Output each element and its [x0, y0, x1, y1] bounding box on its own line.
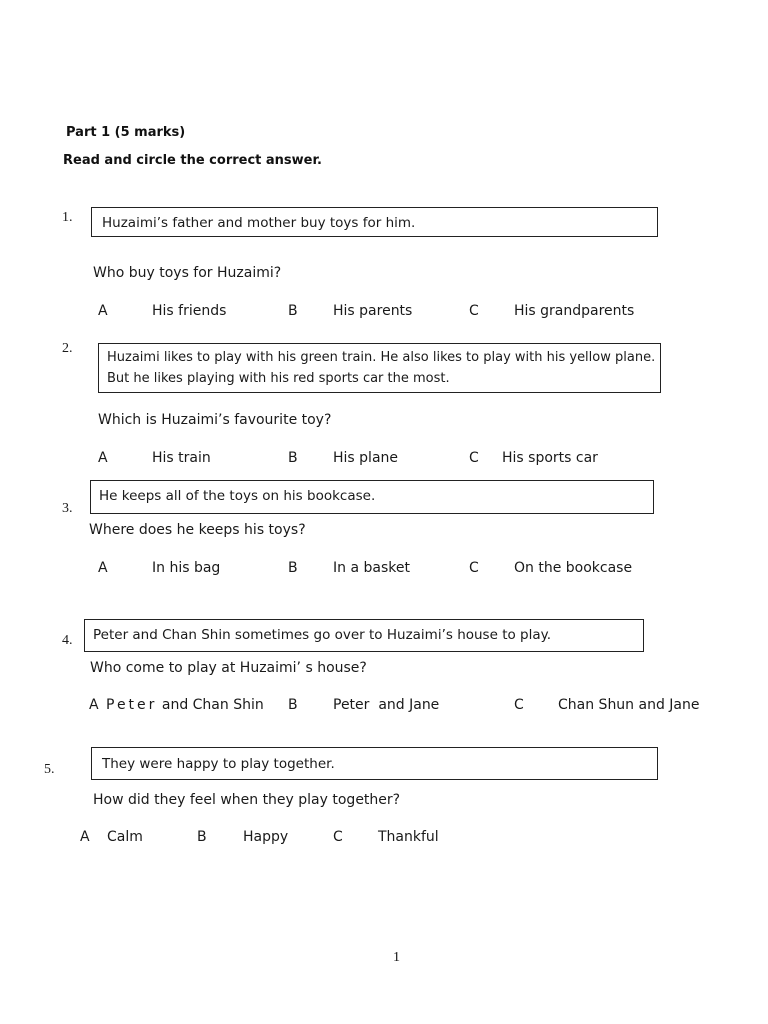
question-text: Which is Huzaimi’s favourite toy? [98, 412, 332, 428]
passage-box [84, 619, 644, 652]
passage-line: They were happy to play together. [102, 756, 335, 772]
option-text[interactable]: Peter and Jane [333, 697, 440, 713]
passage-box [90, 480, 654, 514]
question-text: Who come to play at Huzaimi’ s house? [90, 660, 367, 676]
option-letter[interactable]: C [469, 303, 479, 319]
option-letter[interactable]: C [469, 560, 479, 576]
question-number: 1. [62, 210, 73, 225]
option-text[interactable]: Chan Shun and Jane [558, 697, 700, 713]
option-text[interactable]: His parents [333, 303, 413, 319]
option-letter[interactable]: A [98, 450, 108, 466]
option-text[interactable] [106, 697, 264, 713]
question-number: 5. [44, 762, 55, 777]
passage-line: He keeps all of the toys on his bookcase. [99, 488, 376, 504]
option-text[interactable]: In his bag [152, 560, 221, 576]
option-text[interactable]: His train [152, 450, 211, 466]
option-text-spaced: Peter [106, 697, 158, 713]
option-text[interactable]: His plane [333, 450, 399, 466]
option-letter[interactable]: A [89, 697, 99, 713]
question-number: 4. [62, 633, 73, 648]
option-text[interactable]: Calm [107, 829, 143, 845]
option-letter[interactable]: A [80, 829, 90, 845]
part-title: Part 1 (5 marks) [66, 125, 186, 140]
option-text[interactable]: In a basket [333, 560, 410, 576]
option-text[interactable]: Thankful [378, 829, 439, 845]
passage-line: But he likes playing with his red sports car the most. [107, 371, 450, 386]
instruction: Read and circle the correct answer. [63, 153, 322, 168]
option-letter[interactable]: B [288, 697, 298, 713]
option-text[interactable]: His sports car [502, 450, 598, 466]
option-letter[interactable]: C [333, 829, 343, 845]
option-text[interactable]: His friends [152, 303, 227, 319]
option-letter[interactable]: B [288, 450, 298, 466]
option-letter[interactable]: A [98, 560, 108, 576]
option-text[interactable]: On the bookcase [514, 560, 633, 576]
option-letter[interactable]: A [98, 303, 108, 319]
passage-box [91, 207, 658, 237]
option-text[interactable]: His grandparents [514, 303, 635, 319]
option-letter[interactable]: C [469, 450, 479, 466]
passage-box [98, 343, 661, 393]
passage-box [91, 747, 658, 780]
option-letter[interactable]: C [514, 697, 524, 713]
option-letter[interactable]: B [288, 560, 298, 576]
question-text: How did they feel when they play together? [93, 792, 401, 808]
passage-line: Huzaimi’s father and mother buy toys for him. [102, 215, 416, 231]
question-text: Where does he keeps his toys? [89, 522, 306, 538]
question-number: 3. [62, 501, 73, 516]
page-number: 1 [393, 950, 400, 965]
passage-line: Huzaimi likes to play with his green train. He also likes to play with his yellow plane. [107, 350, 656, 365]
option-letter[interactable]: B [197, 829, 207, 845]
option-text[interactable]: Happy [243, 829, 289, 845]
option-letter[interactable]: B [288, 303, 298, 319]
question-number: 2. [62, 341, 73, 356]
passage-line: Peter and Chan Shin sometimes go over to Huzaimi’s house to play. [93, 627, 551, 643]
option-text-rest: and Chan Shin [157, 697, 264, 713]
question-text: Who buy toys for Huzaimi? [93, 265, 282, 281]
